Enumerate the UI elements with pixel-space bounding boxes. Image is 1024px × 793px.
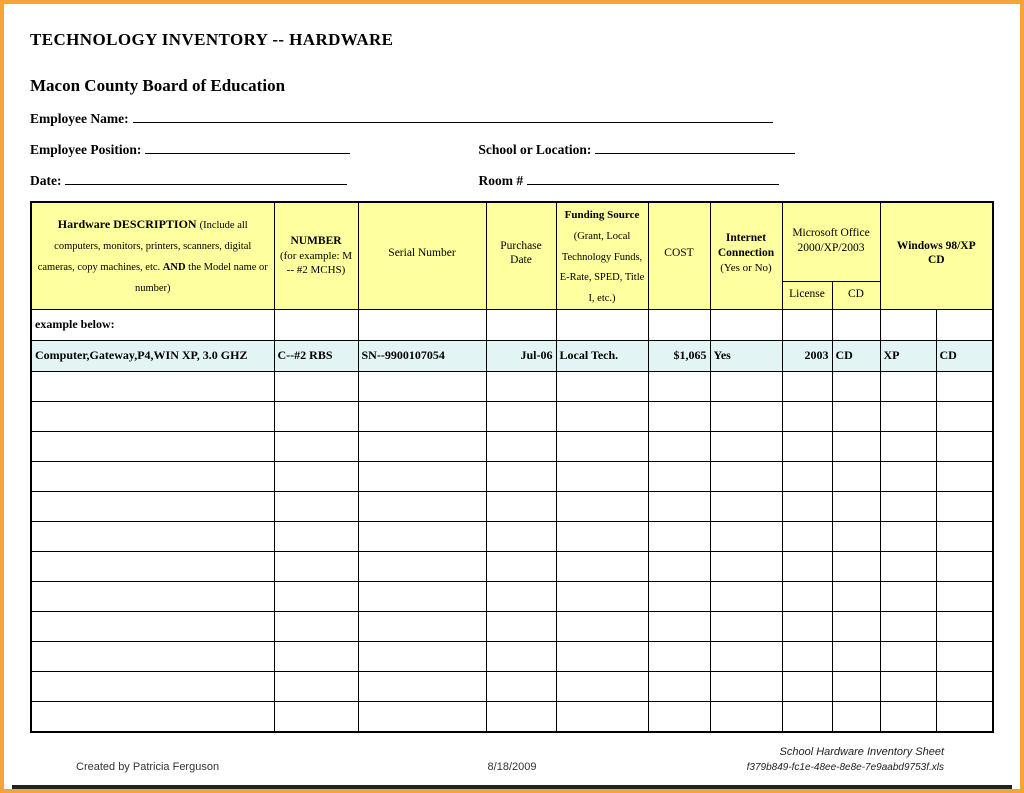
empty-cell	[486, 551, 556, 581]
empty-cell	[782, 521, 832, 551]
school-location-label: School or Location:	[478, 142, 592, 157]
example-serial-cell: SN--9900107054	[358, 340, 486, 371]
empty-cell	[832, 491, 880, 521]
empty-cell	[486, 431, 556, 461]
example-funding-cell: Local Tech.	[556, 340, 648, 371]
empty-table-row	[31, 431, 993, 461]
empty-cell	[936, 521, 993, 551]
empty-cell	[274, 401, 358, 431]
empty-cell	[710, 671, 782, 701]
bottom-shadow-bar	[12, 785, 1012, 789]
empty-cell	[936, 581, 993, 611]
empty-cell	[710, 461, 782, 491]
empty-cell	[274, 431, 358, 461]
empty-cell	[648, 701, 710, 732]
empty-cell	[710, 309, 782, 340]
internet-header-title: Internet Connection	[717, 232, 775, 260]
organization-name: Macon County Board of Education	[30, 76, 286, 95]
empty-cell	[880, 671, 936, 701]
empty-cell	[358, 461, 486, 491]
number-header-title: NUMBER	[290, 235, 342, 248]
empty-cell	[358, 581, 486, 611]
empty-cell	[936, 431, 993, 461]
empty-cell	[782, 431, 832, 461]
empty-cell	[31, 401, 274, 431]
empty-cell	[31, 491, 274, 521]
empty-cell	[782, 371, 832, 401]
footer-created-by: Created by Patricia Ferguson	[76, 761, 220, 773]
col-header-ms-office: Microsoft Office 2000/XP/2003	[782, 202, 880, 281]
empty-cell	[710, 521, 782, 551]
empty-cell	[358, 401, 486, 431]
empty-cell	[358, 309, 486, 340]
empty-cell	[936, 461, 993, 491]
example-number-cell: C--#2 RBS	[274, 340, 358, 371]
empty-cell	[556, 551, 648, 581]
empty-cell	[274, 521, 358, 551]
empty-cell	[486, 701, 556, 732]
empty-cell	[710, 551, 782, 581]
empty-table-row	[31, 401, 993, 431]
empty-cell	[880, 641, 936, 671]
empty-cell	[782, 701, 832, 732]
empty-cell	[710, 701, 782, 732]
col-header-number	[274, 202, 358, 309]
empty-table-row	[31, 641, 993, 671]
empty-cell	[31, 671, 274, 701]
number-header-detail: (for example: M -- #2 MCHS)	[279, 250, 353, 277]
empty-cell	[648, 671, 710, 701]
empty-cell	[556, 611, 648, 641]
employee-position-field	[145, 139, 350, 154]
empty-cell	[936, 611, 993, 641]
empty-cell	[274, 701, 358, 732]
empty-cell	[274, 371, 358, 401]
empty-cell	[936, 401, 993, 431]
empty-cell	[832, 611, 880, 641]
col-subheader-license: License	[782, 281, 832, 309]
empty-cell	[556, 371, 648, 401]
empty-cell	[782, 461, 832, 491]
table-body	[31, 309, 993, 732]
position-school-line	[30, 139, 996, 158]
empty-cell	[358, 611, 486, 641]
empty-cell	[556, 461, 648, 491]
empty-cell	[648, 371, 710, 401]
windows-header-line1: Windows 98/XP	[896, 239, 976, 252]
empty-cell	[358, 521, 486, 551]
empty-cell	[710, 371, 782, 401]
empty-table-row	[31, 551, 993, 581]
example-data-row	[31, 340, 993, 371]
empty-cell	[782, 551, 832, 581]
footer-file-name: f379b849-fc1e-48ee-8e8e-7e9aabd9753f.xls	[746, 762, 944, 774]
empty-table-row	[31, 671, 993, 701]
empty-cell	[486, 461, 556, 491]
empty-cell	[648, 641, 710, 671]
empty-cell	[486, 491, 556, 521]
empty-cell	[31, 431, 274, 461]
empty-cell	[880, 611, 936, 641]
empty-cell	[358, 431, 486, 461]
date-field	[65, 170, 347, 185]
table-header-row-1	[31, 202, 993, 281]
empty-cell	[274, 309, 358, 340]
empty-cell	[274, 581, 358, 611]
col-header-hardware	[31, 202, 274, 309]
empty-cell	[274, 611, 358, 641]
hardware-header-title: Hardware DESCRIPTION	[57, 217, 200, 232]
empty-cell	[832, 701, 880, 732]
empty-cell	[648, 581, 710, 611]
empty-cell	[880, 491, 936, 521]
empty-cell	[274, 461, 358, 491]
empty-cell	[648, 551, 710, 581]
empty-cell	[710, 581, 782, 611]
empty-cell	[486, 581, 556, 611]
employee-name-line	[30, 108, 996, 127]
empty-cell	[556, 581, 648, 611]
empty-cell	[556, 701, 648, 732]
empty-cell	[832, 581, 880, 611]
empty-cell	[358, 371, 486, 401]
empty-cell	[31, 581, 274, 611]
empty-cell	[486, 611, 556, 641]
employee-position-label: Employee Position:	[30, 142, 142, 157]
empty-table-row	[31, 611, 993, 641]
empty-cell	[710, 401, 782, 431]
empty-cell	[936, 309, 993, 340]
example-label-cell: example below:	[31, 309, 274, 340]
empty-cell	[486, 309, 556, 340]
example-windows-xp-cell: XP	[880, 340, 936, 371]
school-location-field	[595, 139, 795, 154]
empty-cell	[31, 641, 274, 671]
empty-cell	[31, 521, 274, 551]
empty-cell	[648, 461, 710, 491]
funding-header-title: Funding Source	[564, 209, 640, 221]
col-header-purchase-date: Purchase Date	[486, 202, 556, 309]
empty-cell	[486, 671, 556, 701]
windows-header-line2: CD	[927, 254, 945, 267]
empty-cell	[782, 309, 832, 340]
empty-cell	[832, 671, 880, 701]
example-purchase-cell: Jul-06	[486, 340, 556, 371]
footer-date: 8/18/2009	[487, 761, 537, 773]
example-label-row	[31, 309, 993, 340]
empty-cell	[832, 401, 880, 431]
date-room-line	[30, 170, 996, 189]
empty-cell	[31, 611, 274, 641]
example-hardware-cell: Computer,Gateway,P4,WIN XP, 3.0 GHZ	[31, 340, 274, 371]
empty-cell	[648, 401, 710, 431]
empty-cell	[274, 551, 358, 581]
empty-cell	[832, 461, 880, 491]
example-office-cd-cell: CD	[832, 340, 880, 371]
empty-cell	[832, 371, 880, 401]
example-windows-cd-cell: CD	[936, 340, 993, 371]
funding-header-detail: (Grant, Local Technology Funds, E-Rate, SPED, Title I, etc.)	[559, 230, 645, 305]
empty-cell	[556, 309, 648, 340]
internet-header-detail: (Yes or No)	[720, 262, 772, 275]
empty-cell	[486, 401, 556, 431]
empty-cell	[648, 611, 710, 641]
empty-cell	[556, 671, 648, 701]
page-content	[4, 4, 1020, 733]
empty-cell	[880, 551, 936, 581]
example-cost-cell: $1,065	[648, 340, 710, 371]
document-title: TECHNOLOGY INVENTORY -- HARDWARE	[30, 30, 394, 49]
footer-sheet-name: School Hardware Inventory Sheet	[779, 746, 944, 759]
empty-cell	[556, 491, 648, 521]
empty-cell	[648, 309, 710, 340]
empty-cell	[710, 611, 782, 641]
col-subheader-office-cd: CD	[832, 281, 880, 309]
empty-cell	[358, 491, 486, 521]
empty-cell	[358, 641, 486, 671]
empty-cell	[782, 611, 832, 641]
empty-table-row	[31, 521, 993, 551]
employee-name-label: Employee Name:	[30, 111, 129, 126]
empty-cell	[782, 581, 832, 611]
empty-cell	[880, 701, 936, 732]
empty-cell	[832, 431, 880, 461]
empty-cell	[31, 371, 274, 401]
date-label: Date:	[30, 173, 62, 188]
col-header-internet	[710, 202, 782, 309]
empty-cell	[710, 641, 782, 671]
empty-cell	[832, 309, 880, 340]
empty-cell	[782, 671, 832, 701]
empty-cell	[274, 671, 358, 701]
empty-cell	[710, 491, 782, 521]
empty-cell	[880, 521, 936, 551]
empty-cell	[648, 431, 710, 461]
empty-cell	[832, 551, 880, 581]
empty-cell	[31, 701, 274, 732]
empty-cell	[880, 309, 936, 340]
page-footer	[4, 737, 1020, 775]
empty-cell	[936, 371, 993, 401]
empty-table-row	[31, 491, 993, 521]
empty-cell	[936, 671, 993, 701]
empty-cell	[782, 491, 832, 521]
empty-table-row	[31, 371, 993, 401]
empty-cell	[832, 521, 880, 551]
col-header-funding	[556, 202, 648, 309]
empty-cell	[880, 401, 936, 431]
room-label: Room #	[478, 173, 524, 188]
empty-cell	[936, 551, 993, 581]
empty-cell	[358, 701, 486, 732]
empty-cell	[710, 431, 782, 461]
empty-cell	[486, 521, 556, 551]
empty-cell	[782, 401, 832, 431]
hardware-header-detail-1: (Include all computers, monitors, printers, scanners, digital cameras, copy machines, etc.	[37, 220, 252, 273]
col-header-windows	[880, 202, 993, 309]
empty-cell	[556, 641, 648, 671]
hardware-header-and: AND	[162, 261, 186, 273]
empty-cell	[880, 431, 936, 461]
empty-cell	[782, 641, 832, 671]
empty-cell	[486, 371, 556, 401]
col-header-serial: Serial Number	[358, 202, 486, 309]
hardware-header-detail-2: the Model name or number)	[134, 261, 268, 294]
empty-cell	[556, 401, 648, 431]
empty-cell	[31, 551, 274, 581]
empty-cell	[648, 521, 710, 551]
example-office-license-cell: 2003	[782, 340, 832, 371]
empty-cell	[556, 431, 648, 461]
inventory-table	[30, 201, 994, 733]
employee-name-field	[133, 108, 773, 123]
empty-cell	[274, 491, 358, 521]
empty-cell	[936, 641, 993, 671]
empty-cell	[31, 461, 274, 491]
empty-cell	[832, 641, 880, 671]
empty-cell	[880, 581, 936, 611]
example-internet-cell: Yes	[710, 340, 782, 371]
col-header-cost: COST	[648, 202, 710, 309]
empty-cell	[358, 551, 486, 581]
empty-cell	[358, 671, 486, 701]
footer-sheet-info	[747, 745, 944, 775]
empty-table-row	[31, 581, 993, 611]
empty-cell	[648, 491, 710, 521]
empty-cell	[880, 371, 936, 401]
empty-cell	[880, 461, 936, 491]
room-field	[527, 170, 779, 185]
empty-cell	[936, 701, 993, 732]
empty-table-row	[31, 461, 993, 491]
empty-cell	[556, 521, 648, 551]
empty-cell	[486, 641, 556, 671]
empty-cell	[936, 491, 993, 521]
empty-cell	[274, 641, 358, 671]
empty-table-row	[31, 701, 993, 732]
